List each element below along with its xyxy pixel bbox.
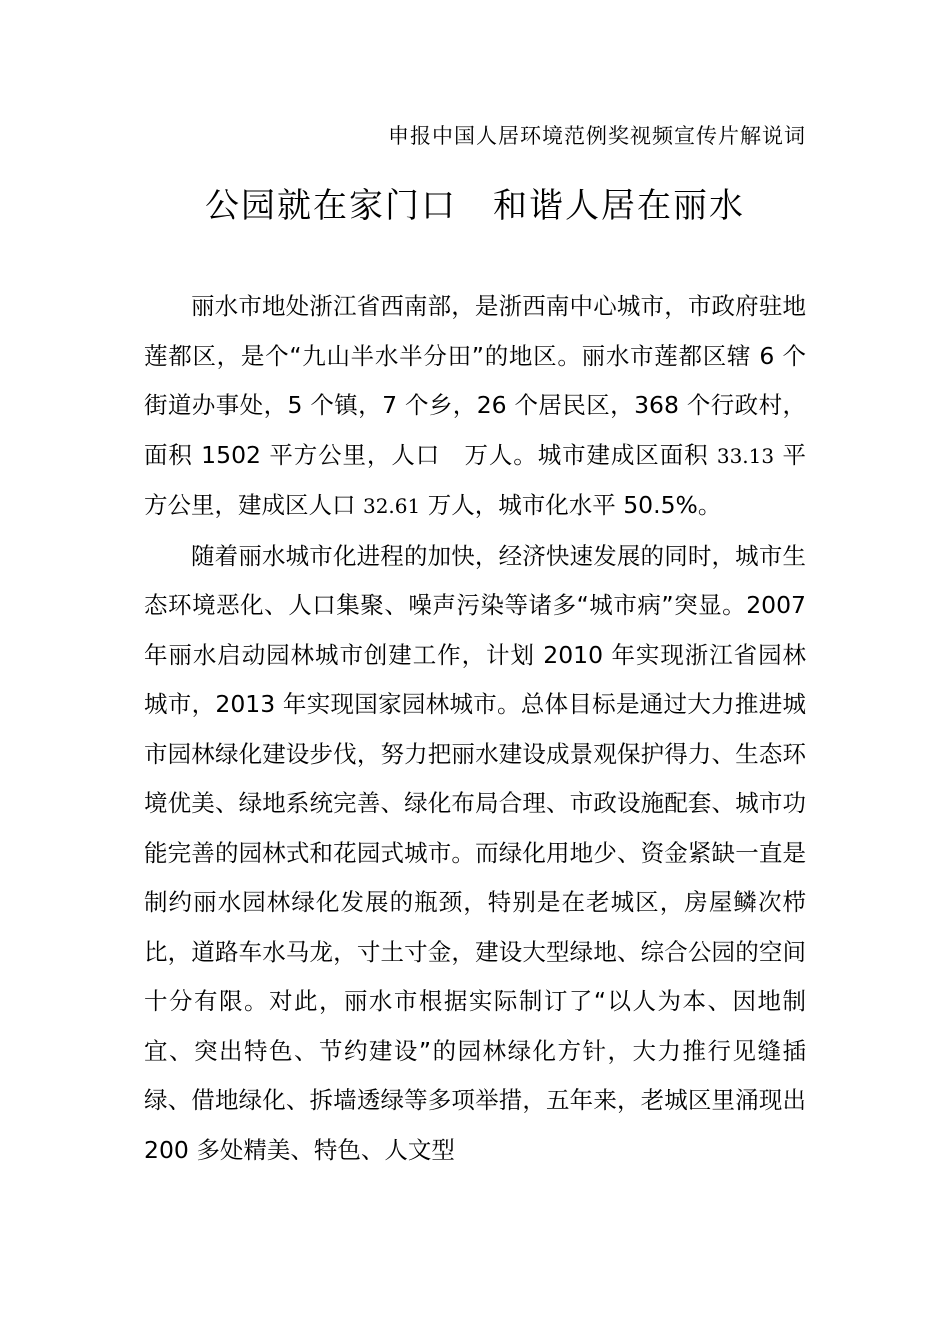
document-subtitle: 申报中国人居环境范例奖视频宣传片解说词 — [388, 124, 806, 148]
paragraph-1-text-b: 平方公里，建成区人口 — [144, 440, 806, 519]
built-population-value: 32.61 — [362, 494, 421, 518]
paragraph-1 — [144, 282, 806, 532]
paragraph-1-text-a: 丽水市地处浙江省西南部，是浙西南中心城市，市政府驻地莲都区，是个“九山半水半分田”的地区。丽水市莲都区辖 6 个街道办事处，5 个镇，7 个乡，26 个居民区，368 个行政村，面积 1502 平方公里，人口 万人。城市建成区面积 — [144, 292, 806, 469]
built-area-value: 33.13 — [716, 443, 775, 468]
document-body — [144, 282, 806, 1175]
paragraph-1-text-c: 万人，城市化水平 50.5%。 — [420, 491, 722, 519]
document-title: 公园就在家门口 和谐人居在丽水 — [205, 186, 745, 226]
paragraph-2: 随着丽水城市化进程的加快，经济快速发展的同时，城市生态环境恶化、人口集聚、噪声污染等诸多“城市病”突显。2007 年丽水启动园林城市创建工作，计划 2010 年实现浙江省园林城市，2013 年实现国家园林城市。总体目标是通过大力推进城市园林绿化建设步伐，努力把丽水建设成景观保护得力、生态环境优美、绿地系统完善、绿化布局合理、市政设施配套、城市功能完善的园林式和花园式城市。而绿化用地少、资金紧缺一直是制约丽水园林绿化发展的瓶颈，特别是在老城区，房屋鳞次栉比，道路车水马龙，寸土寸金，建设大型绿地、综合公园的空间十分有限。对此，丽水市根据实际制订了“以人为本、因地制宜、突出特色、节约建设”的园林绿化方针，大力推行见缝插绿、借地绿化、拆墙透绿等多项举措，五年来，老城区里涌现出 200 多处精美、特色、人文型 — [144, 541, 806, 1164]
